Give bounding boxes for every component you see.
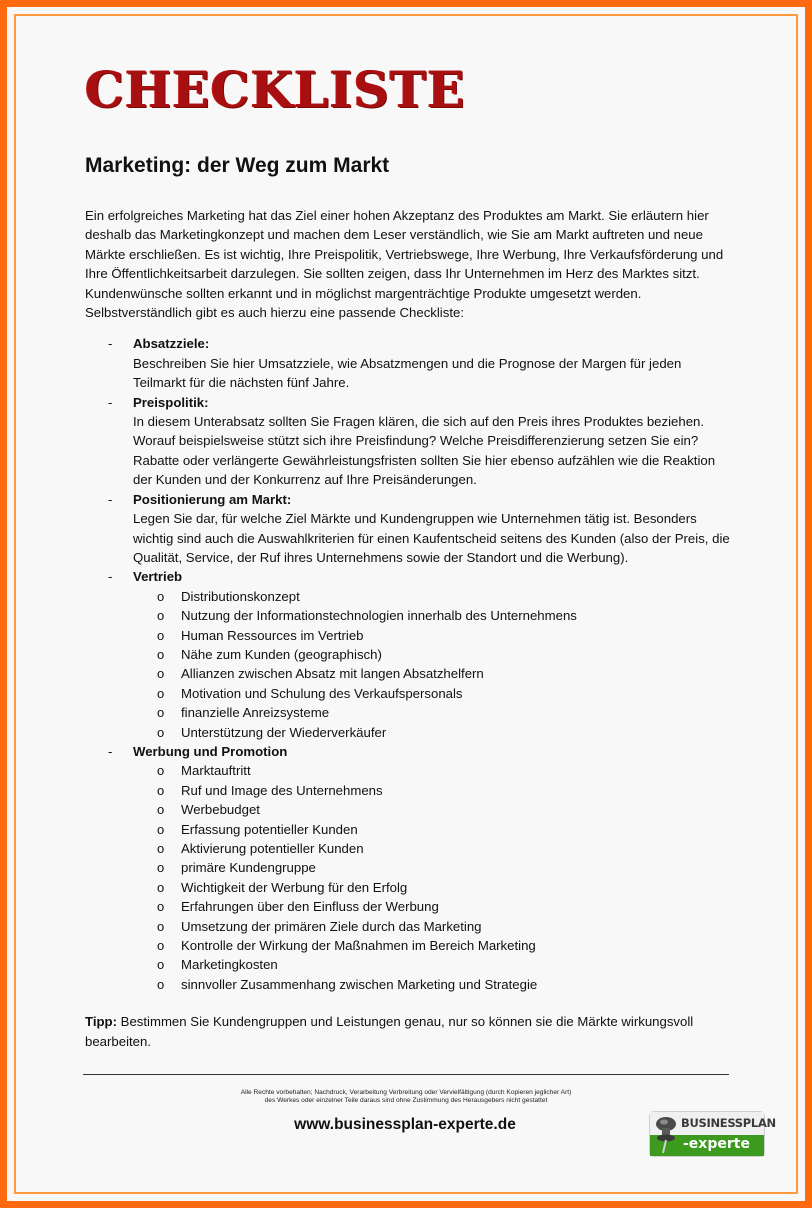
sub-item-text: Erfahrungen über den Einfluss der Werbung: [181, 899, 439, 915]
sub-item: [133, 897, 735, 916]
sub-item-text: Unterstützung der Wiederverkäufer: [181, 724, 387, 740]
circle-bullet: o: [157, 724, 165, 740]
circle-bullet: o: [157, 841, 165, 856]
vertrieb-sublist: [133, 587, 735, 742]
sub-item: [133, 936, 735, 955]
circle-bullet: o: [157, 938, 165, 954]
sub-item: [133, 684, 735, 703]
circle-bullet: o: [157, 860, 165, 876]
sub-item: [133, 645, 735, 664]
checklist-item-werbung: [85, 742, 735, 994]
page-title: Marketing: der Weg zum Markt: [85, 154, 390, 177]
sub-item: [133, 606, 735, 625]
circle-bullet: o: [157, 879, 165, 895]
tip-text: Bestimmen Sie Kundengruppen und Leistungen genau, nur so können sie die Märkte wirkungsvoll bearbeiten.: [85, 1014, 694, 1049]
circle-bullet: o: [157, 957, 165, 973]
sub-item-text: Erfassung potentieller Kunden: [181, 821, 358, 837]
sub-item-text: Motivation und Schulung des Verkaufspersonals: [181, 685, 463, 701]
dash-bullet: -: [108, 743, 113, 759]
sub-item: [133, 664, 735, 683]
checkliste-logo: CHECKLISTE: [85, 60, 466, 119]
sub-item-text: sinnvoller Zusammenhang zwischen Marketing und Strategie: [181, 976, 538, 992]
footer-divider: [83, 1074, 729, 1075]
sub-item-text: Ruf und Image des Unternehmens: [181, 782, 383, 798]
sub-item: [133, 587, 735, 606]
sub-item-text: Kontrolle der Wirkung der Maßnahmen im Bereich Marketing: [181, 938, 536, 954]
brand-top-text: BUSINESSPLAN: [681, 1116, 776, 1130]
pushpin-icon: [653, 1116, 679, 1154]
sub-item-text: Distributionskonzept: [181, 588, 300, 604]
circle-bullet: o: [157, 976, 165, 992]
sub-item: [133, 781, 735, 800]
sub-item: [133, 800, 735, 819]
sub-item-text: Nähe zum Kunden (geographisch): [181, 646, 382, 662]
businessplan-experte-logo: [649, 1111, 776, 1157]
circle-bullet: o: [157, 802, 165, 818]
sub-item-text: Aktivierung potentieller Kunden: [181, 841, 364, 856]
sub-item-text: finanzielle Anreizsysteme: [181, 705, 330, 721]
sub-item-text: Werbebudget: [181, 802, 260, 818]
circle-bullet: o: [157, 782, 165, 798]
circle-bullet: o: [157, 918, 165, 934]
sub-item: [133, 858, 735, 877]
circle-bullet: o: [157, 627, 165, 643]
item-title: Absatzziele:: [133, 336, 210, 352]
circle-bullet: o: [157, 608, 165, 624]
sub-item-text: Wichtigkeit der Werbung für den Erfolg: [181, 879, 408, 895]
copyright-notice: [83, 1089, 729, 1105]
checklist: [85, 334, 735, 994]
document-body: [85, 60, 735, 1051]
dash-bullet: -: [108, 569, 113, 585]
sub-item: [133, 703, 735, 722]
sub-item: [133, 975, 735, 994]
sub-item: [133, 955, 735, 974]
sub-item: [133, 917, 735, 936]
sub-item: [133, 761, 735, 780]
checklist-item-preispolitik: [85, 393, 735, 490]
sub-item-text: Umsetzung der primären Ziele durch das Marketing: [181, 918, 482, 934]
werbung-sublist: [133, 761, 735, 994]
sub-item-text: Marktauftritt: [181, 763, 251, 779]
website-url[interactable]: www.businessplan-experte.de: [294, 1116, 516, 1133]
copyright-line: des Werkes oder einzelner Teile daraus sind ohne Zustimmung des Herausgebers nicht gestattet: [264, 1097, 548, 1104]
item-title: Vertrieb: [133, 569, 183, 585]
checklist-item-absatzziele: [85, 334, 735, 392]
circle-bullet: o: [157, 666, 165, 682]
item-text: In diesem Unterabsatz sollten Sie Fragen klären, die sich auf den Preis ihres Produktes beziehen. Worauf beispielsweise stützt sich ihre Preisfindung? Welche Preisdifferenzierung setzen Sie ein? Rabatte oder verlängerte Gewährleistungsfristen sollten Sie hier ebenso aufzählen wie die Reaktion der Kunden und der Konkurrenz auf Ihre Preisänderungen.: [133, 414, 716, 488]
copyright-line: Alle Rechte vorbehalten; Nachdruck, Verarbeitung Verbreitung oder Vervielfältigung (durch Kopieren jeglicher Art): [240, 1089, 572, 1096]
brand-bottom-text: -experte: [683, 1136, 750, 1152]
circle-bullet: o: [157, 705, 165, 721]
item-title: Preispolitik:: [133, 394, 209, 410]
item-title: Werbung und Promotion: [133, 743, 288, 759]
item-title: Positionierung am Markt:: [133, 491, 292, 507]
dash-bullet: -: [108, 394, 113, 410]
sub-item: [133, 626, 735, 645]
circle-bullet: o: [157, 763, 165, 779]
circle-bullet: o: [157, 646, 165, 662]
item-text: Legen Sie dar, für welche Ziel Märkte und Kundengruppen wie Unternehmen tätig ist. Besonders wichtig sind auch die Auswahlkriterien für einen Kaufentscheid seitens des Kunden (also der Preis, die Qualität, Service, der Ruf ihres Unternehmens sowie der Standort und die Werbung).: [133, 511, 730, 565]
circle-bullet: o: [157, 821, 165, 837]
checklist-item-positionierung: [85, 490, 735, 568]
sub-item-text: Marketingkosten: [181, 957, 278, 973]
tip-label: Tipp:: [85, 1014, 117, 1030]
sub-item: [133, 723, 735, 742]
sub-item-text: primäre Kundengruppe: [181, 860, 316, 876]
dash-bullet: -: [108, 336, 113, 352]
item-text: Beschreiben Sie hier Umsatzziele, wie Absatzmengen und die Prognose der Margen für jeden Teilmarkt für die nächsten fünf Jahre.: [133, 355, 682, 391]
sub-item-text: Nutzung der Informationstechnologien innerhalb des Unternehmens: [181, 608, 577, 624]
sub-item: [133, 878, 735, 897]
checklist-item-vertrieb: [85, 567, 735, 742]
sub-item-text: Allianzen zwischen Absatz mit langen Absatzhelfern: [181, 666, 484, 682]
intro-paragraph: Ein erfolgreiches Marketing hat das Ziel einer hohen Akzeptanz des Produktes am Markt. Sie erläutern hier deshalb das Marketingkonzept und machen dem Leser verständlich, wie Sie am Markt auftreten und neue Märkte erschließen. Es ist wichtig, Ihre Preispolitik, Vertriebswege, Ihre Werbung, Ihre Verkaufsförderung und Ihre Öffentlichkeitsarbeit darzulegen. Sie sollten zeigen, dass Ihr Unternehmen im Herz des Marktes sitzt. Kundenwünsche sollten erkannt und in möglichst margenträchtige Produkte umgesetzt werden. Selbstverständlich gibt es auch hierzu eine passende Checkliste:: [85, 208, 724, 321]
sub-item: [133, 839, 735, 858]
circle-bullet: o: [157, 588, 165, 604]
sub-item-text: Human Ressources im Vertrieb: [181, 627, 364, 643]
sub-item: [133, 820, 735, 839]
circle-bullet: o: [157, 685, 165, 701]
circle-bullet: o: [157, 899, 165, 915]
tip-paragraph: [85, 1012, 735, 1051]
dash-bullet: -: [108, 491, 113, 507]
